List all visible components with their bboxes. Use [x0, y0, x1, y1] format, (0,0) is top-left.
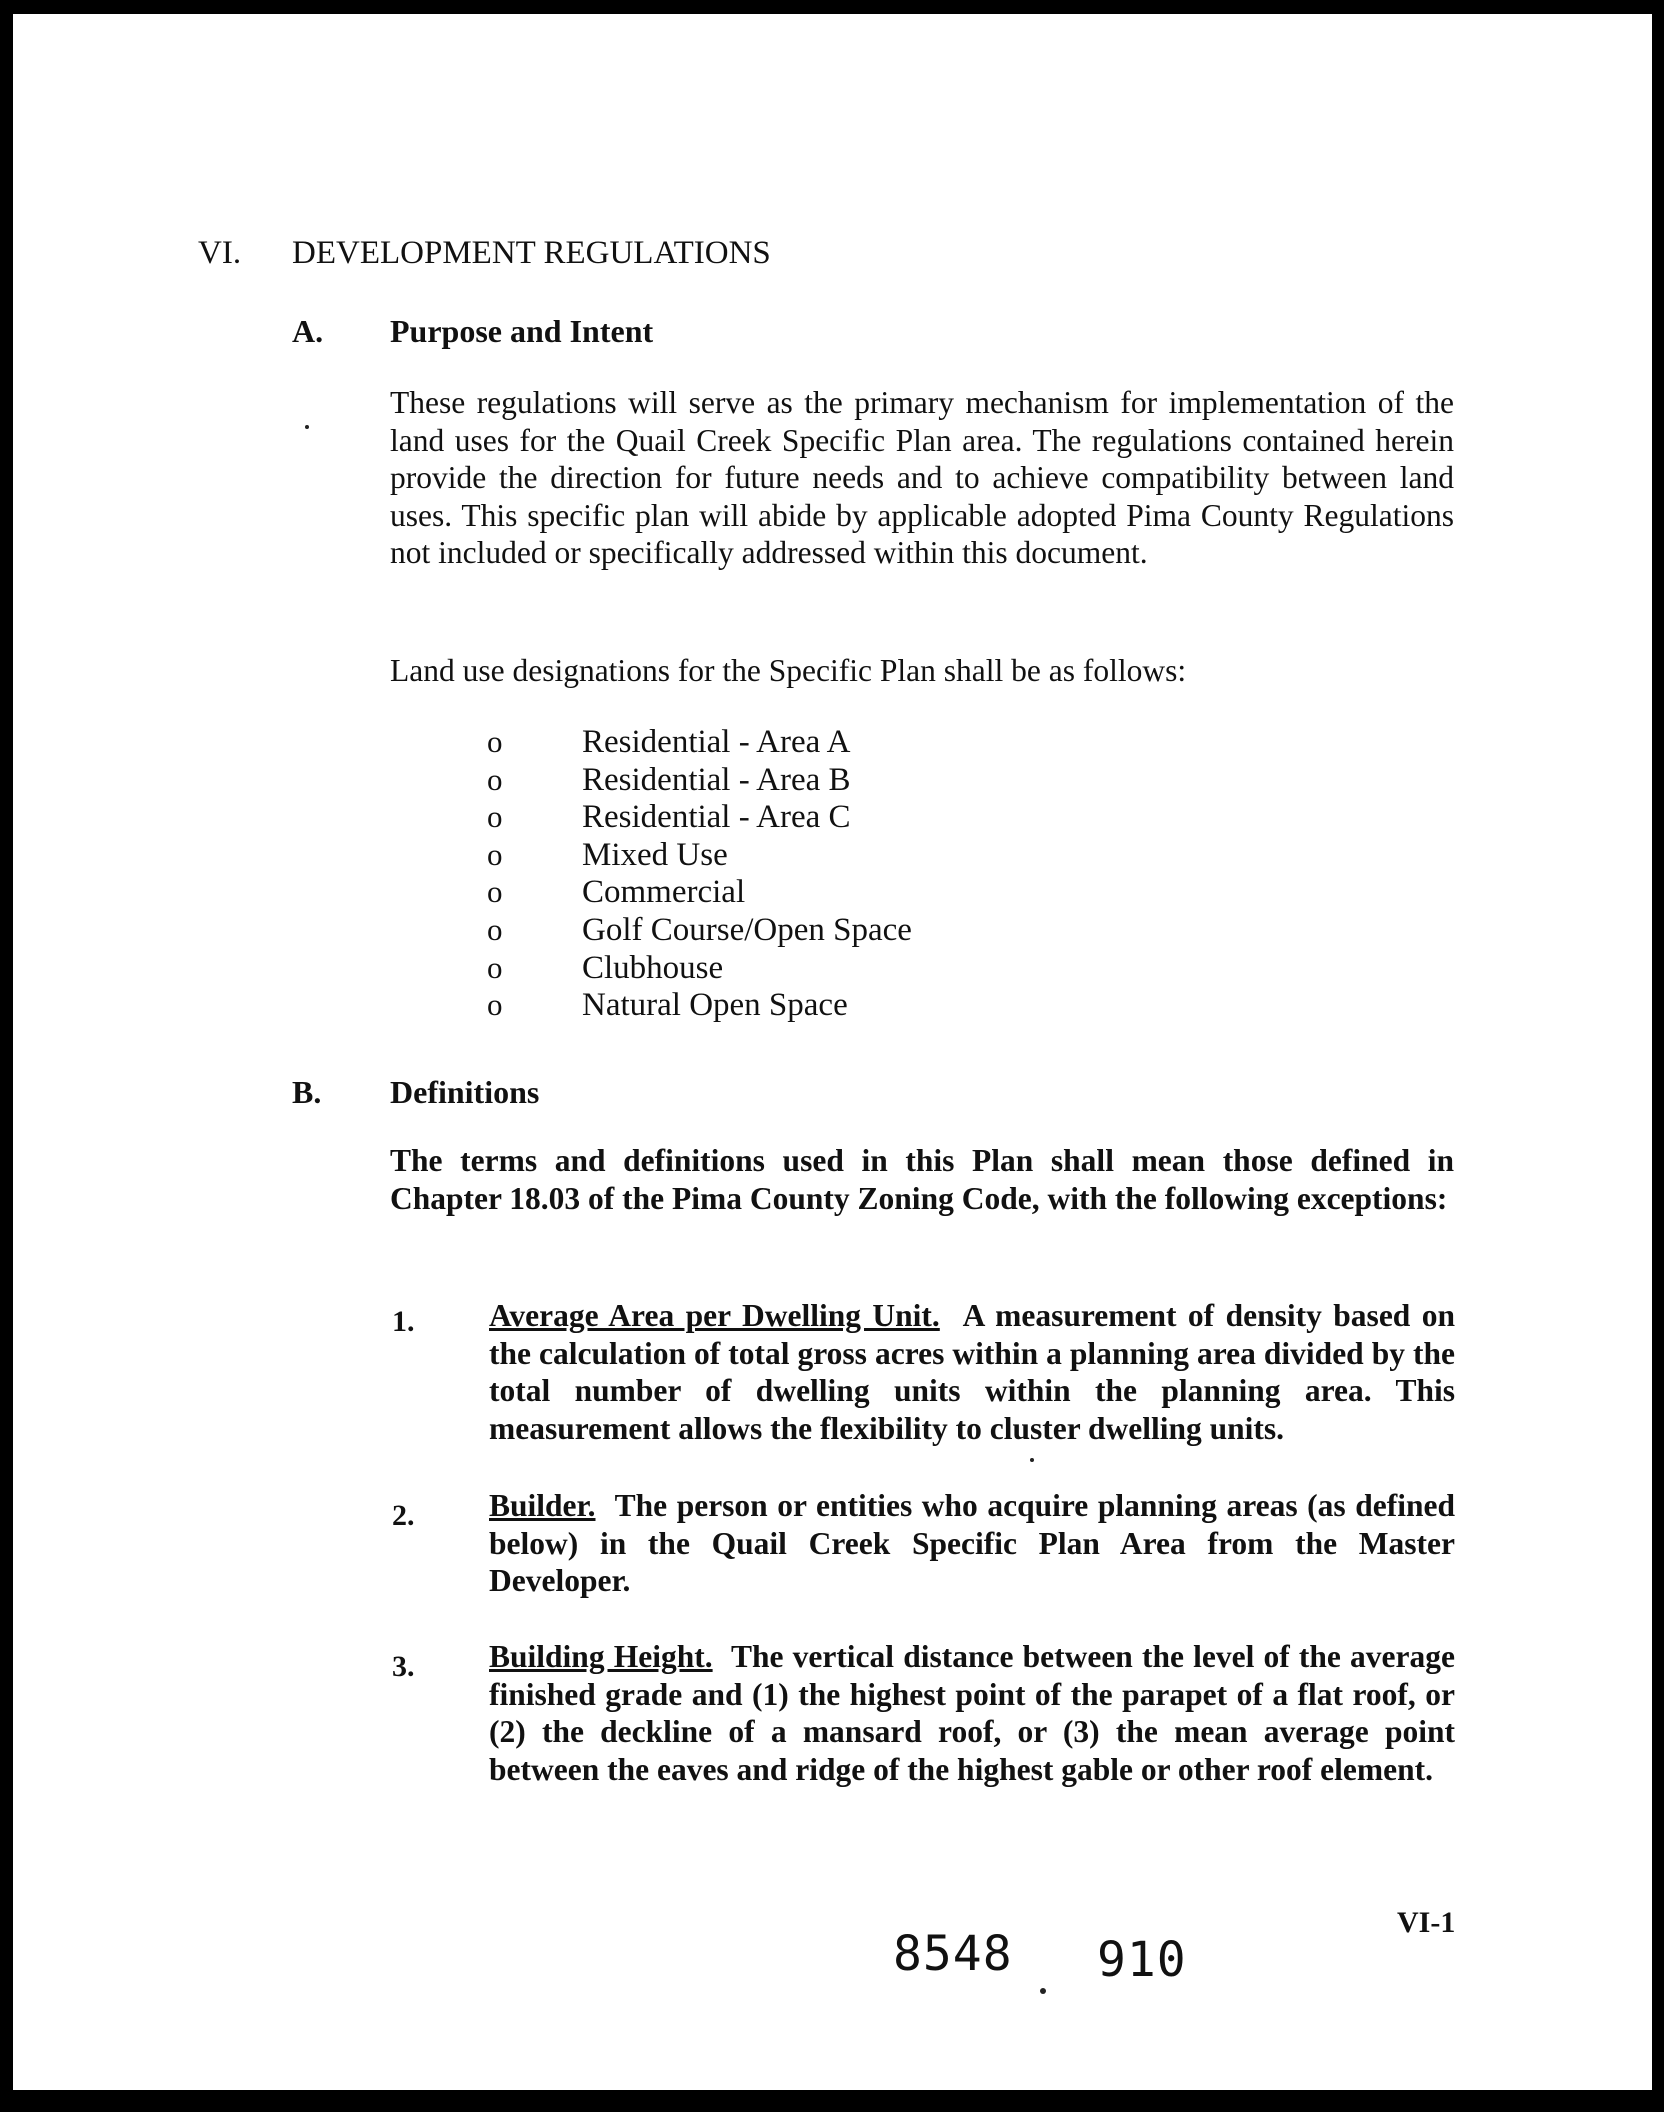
land-use-label: Clubhouse — [582, 949, 724, 986]
scan-speck — [1040, 1988, 1046, 1994]
definitions-intro: The terms and definitions used in this Plan shall mean those defined in Chapter 18.03 of the Pima County Zoning Code, with the following exceptions: — [390, 1143, 1454, 1216]
list-item — [487, 836, 912, 874]
land-use-label: Commercial — [582, 874, 746, 911]
scan-speck — [305, 425, 309, 429]
subsection-a-letter: A. — [292, 313, 324, 349]
definition-item — [489, 1487, 1455, 1600]
list-item — [487, 949, 912, 987]
list-item — [487, 798, 912, 836]
subsection-b-title: Definitions — [390, 1074, 540, 1110]
land-use-label: Golf Course/Open Space — [582, 911, 912, 948]
list-item — [487, 986, 912, 1024]
scan-border-bottom — [0, 2090, 1664, 2112]
bullet-marker: o — [487, 836, 503, 872]
land-use-label: Mixed Use — [582, 836, 728, 873]
list-item — [487, 911, 912, 949]
bullet-marker: o — [487, 761, 503, 797]
scan-border-right — [1652, 0, 1664, 2112]
bullet-marker: o — [487, 949, 503, 985]
subsection-b-letter: B. — [292, 1074, 322, 1110]
list-item — [487, 761, 912, 799]
scan-speck — [1030, 1458, 1034, 1462]
subsection-a-title: Purpose and Intent — [390, 313, 654, 349]
definition-number: 3. — [392, 1650, 415, 1683]
section-number: VI. — [198, 235, 242, 271]
section-title: DEVELOPMENT REGULATIONS — [292, 235, 771, 271]
list-item — [487, 873, 912, 911]
list-item — [487, 723, 912, 761]
document-number-stamp: 8548 — [893, 1926, 1013, 1982]
land-use-label: Residential - Area C — [582, 799, 851, 836]
definition-number: 2. — [392, 1499, 415, 1532]
land-use-intro: Land use designations for the Specific Plan shall be as follows: — [390, 653, 1187, 688]
scan-border-top — [0, 0, 1664, 14]
definition-term: Building Height. — [489, 1639, 713, 1674]
bullet-marker: o — [487, 911, 503, 947]
definition-text: The person or entities who acquire planning areas (as defined below) in the Quail Creek Specific Plan Area from the Master Developer. — [489, 1488, 1455, 1598]
bullet-marker: o — [487, 799, 503, 835]
definition-term: Builder. — [489, 1488, 596, 1523]
land-use-label: Natural Open Space — [582, 987, 848, 1024]
land-use-list — [487, 723, 912, 1024]
purpose-paragraph: These regulations will serve as the primary mechanism for implementation of the land uses for the Quail Creek Specific Plan area. The regulations contained herein provide the direction for future needs and to achieve compatibility between land uses. This specific plan will abide by applicable adopted Pima County Regulations not included or specifically addressed within this document. — [390, 385, 1454, 570]
definition-item — [489, 1297, 1455, 1447]
definition-item — [489, 1638, 1455, 1788]
land-use-label: Residential - Area B — [582, 761, 851, 798]
page-stamp: 910 — [1097, 1932, 1187, 1988]
definition-text: The vertical distance between the level of the average finished grade and (1) the highest point of the parapet of a flat roof, or (2) the deckline of a mansard roof, or (3) the mean average point between the eaves and ridge of the highest gable or other roof element. — [489, 1639, 1456, 1787]
page-label: VI-1 — [1397, 1906, 1456, 1939]
bullet-marker: o — [487, 724, 503, 759]
definition-text: A measurement of density based on the calculation of total gross acres within a planning area divided by the total number of dwelling units within the planning area. This measurement allows the flexibility to cluster dwelling units. — [489, 1298, 1456, 1446]
definition-number: 1. — [392, 1305, 415, 1338]
bullet-marker: o — [487, 874, 503, 910]
land-use-label: Residential - Area A — [582, 724, 851, 760]
definition-term: Average Area per Dwelling Unit. — [489, 1298, 940, 1333]
bullet-marker: o — [487, 987, 503, 1023]
scan-border-left — [0, 0, 13, 2112]
